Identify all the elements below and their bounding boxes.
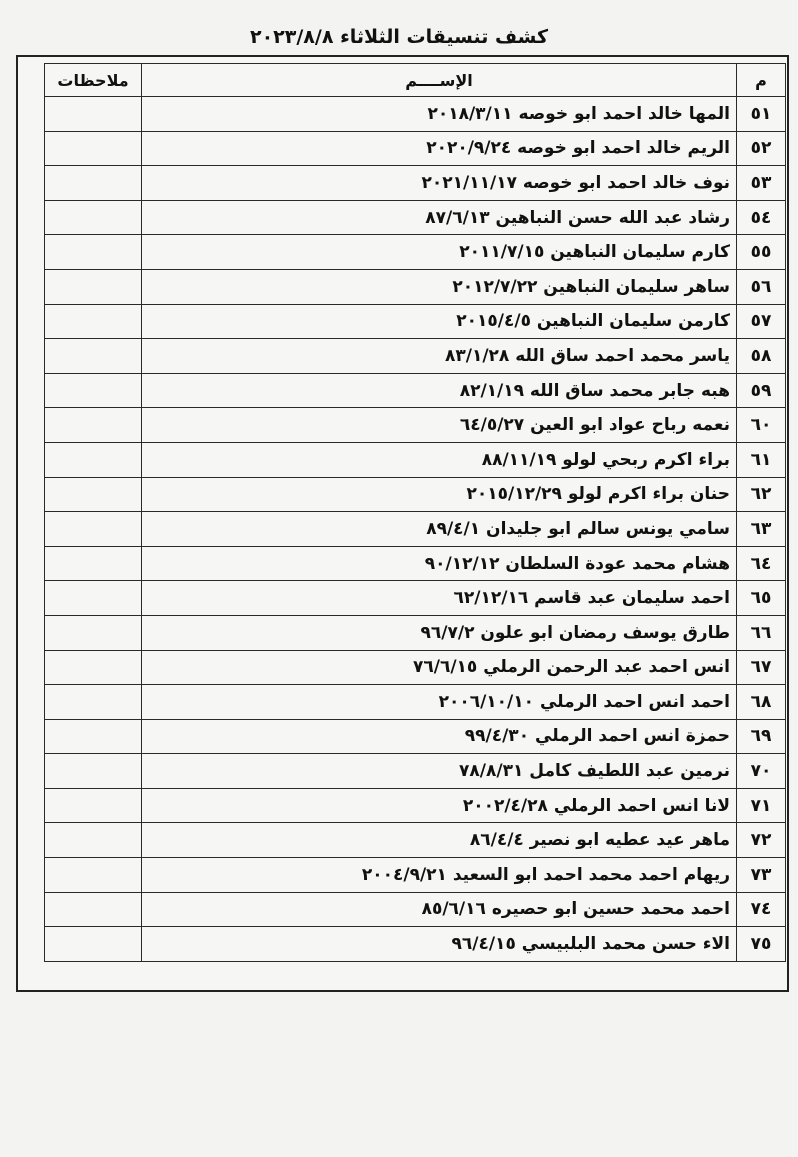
- row-name: احمد سليمان عبد قاسم ٦٢/١٢/١٦: [142, 581, 737, 616]
- table-row: [45, 512, 786, 547]
- row-number: ٥٩: [737, 373, 786, 408]
- table-row: [45, 788, 786, 823]
- row-number: ٦٠: [737, 408, 786, 443]
- row-notes: [45, 927, 142, 962]
- row-notes: [45, 788, 142, 823]
- row-name: حنان براء اكرم لولو ٢٠١٥/١٢/٢٩: [142, 477, 737, 512]
- row-number: ٥٥: [737, 235, 786, 270]
- row-name: ساهر سليمان النباهين ٢٠١٢/٧/٢٢: [142, 269, 737, 304]
- row-name: الريم خالد احمد ابو خوصه ٢٠٢٠/٩/٢٤: [142, 131, 737, 166]
- row-name: نرمين عبد اللطيف كامل ٧٨/٨/٣١: [142, 754, 737, 789]
- row-notes: [45, 408, 142, 443]
- row-number: ٥٦: [737, 269, 786, 304]
- row-notes: [45, 131, 142, 166]
- table-row: [45, 166, 786, 201]
- table-row: [45, 823, 786, 858]
- table-row: [45, 373, 786, 408]
- table-row: [45, 685, 786, 720]
- row-notes: [45, 754, 142, 789]
- row-notes: [45, 823, 142, 858]
- row-number: ٦٢: [737, 477, 786, 512]
- page-title: كشف تنسيقات الثلاثاء ٢٠٢٣/٨/٨: [249, 26, 549, 48]
- table-row: [45, 546, 786, 581]
- row-notes: [45, 581, 142, 616]
- row-notes: [45, 235, 142, 270]
- row-name: احمد محمد حسين ابو حصيره ٨٥/٦/١٦: [142, 892, 737, 927]
- table-row: [45, 442, 786, 477]
- row-name: لانا انس احمد الرملي ٢٠٠٢/٤/٢٨: [142, 788, 737, 823]
- table-row: [45, 304, 786, 339]
- table-row: [45, 754, 786, 789]
- row-name: احمد انس احمد الرملي ٢٠٠٦/١٠/١٠: [142, 685, 737, 720]
- row-name: هبه جابر محمد ساق الله ٨٢/١/١٩: [142, 373, 737, 408]
- row-notes: [45, 304, 142, 339]
- row-name: حمزة انس احمد الرملي ٩٩/٤/٣٠: [142, 719, 737, 754]
- row-number: ٥٧: [737, 304, 786, 339]
- row-notes: [45, 719, 142, 754]
- row-name: هشام محمد عودة السلطان ٩٠/١٢/١٢: [142, 546, 737, 581]
- row-number: ٦١: [737, 442, 786, 477]
- row-number: ٧٢: [737, 823, 786, 858]
- row-name: ريهام احمد محمد احمد ابو السعيد ٢٠٠٤/٩/٢١: [142, 858, 737, 893]
- row-notes: [45, 546, 142, 581]
- table-row: [45, 615, 786, 650]
- roster-table: [44, 63, 786, 962]
- table-row: [45, 200, 786, 235]
- table-row: [45, 927, 786, 962]
- table-row: [45, 97, 786, 132]
- table-row: [45, 269, 786, 304]
- table-row: [45, 892, 786, 927]
- row-number: ٦٣: [737, 512, 786, 547]
- row-number: ٧١: [737, 788, 786, 823]
- row-name: ماهر عيد عطيه ابو نصير ٨٦/٤/٤: [142, 823, 737, 858]
- row-notes: [45, 166, 142, 201]
- row-number: ٥٤: [737, 200, 786, 235]
- table-row: [45, 719, 786, 754]
- row-notes: [45, 442, 142, 477]
- table-row: [45, 477, 786, 512]
- row-name: براء اكرم ربحي لولو ٨٨/١١/١٩: [142, 442, 737, 477]
- row-name: نوف خالد احمد ابو خوصه ٢٠٢١/١١/١٧: [142, 166, 737, 201]
- row-notes: [45, 892, 142, 927]
- row-name: الاء حسن محمد البلبيسي ٩٦/٤/١٥: [142, 927, 737, 962]
- row-number: ٦٥: [737, 581, 786, 616]
- table-row: [45, 858, 786, 893]
- table-body: [45, 97, 786, 962]
- row-number: ٥٢: [737, 131, 786, 166]
- row-notes: [45, 650, 142, 685]
- table-row: [45, 581, 786, 616]
- row-notes: [45, 373, 142, 408]
- row-number: ٦٩: [737, 719, 786, 754]
- row-notes: [45, 685, 142, 720]
- row-number: ٥٨: [737, 339, 786, 374]
- row-notes: [45, 269, 142, 304]
- header-name: الإســــم: [142, 64, 737, 97]
- table-row: [45, 650, 786, 685]
- row-name: المها خالد احمد ابو خوصه ٢٠١٨/٣/١١: [142, 97, 737, 132]
- table-row: [45, 408, 786, 443]
- table-row: [45, 339, 786, 374]
- row-name: نعمه رباح عواد ابو العين ٦٤/٥/٢٧: [142, 408, 737, 443]
- row-number: ٥١: [737, 97, 786, 132]
- row-number: ٧٠: [737, 754, 786, 789]
- table-header-row: [45, 64, 786, 97]
- table-row: [45, 235, 786, 270]
- row-name: انس احمد عبد الرحمن الرملي ٧٦/٦/١٥: [142, 650, 737, 685]
- row-number: ٧٥: [737, 927, 786, 962]
- row-name: كارم سليمان النباهين ٢٠١١/٧/١٥: [142, 235, 737, 270]
- row-notes: [45, 477, 142, 512]
- row-notes: [45, 858, 142, 893]
- header-notes: ملاحظات: [45, 64, 142, 97]
- row-number: ٥٣: [737, 166, 786, 201]
- header-number: م: [737, 64, 786, 97]
- row-number: ٦٧: [737, 650, 786, 685]
- row-notes: [45, 339, 142, 374]
- row-notes: [45, 512, 142, 547]
- row-name: كارمن سليمان النباهين ٢٠١٥/٤/٥: [142, 304, 737, 339]
- row-notes: [45, 200, 142, 235]
- row-name: سامي يونس سالم ابو جليدان ٨٩/٤/١: [142, 512, 737, 547]
- row-name: طارق يوسف رمضان ابو علون ٩٦/٧/٢: [142, 615, 737, 650]
- row-name: ياسر محمد احمد ساق الله ٨٣/١/٢٨: [142, 339, 737, 374]
- row-name: رشاد عبد الله حسن النباهين ٨٧/٦/١٣: [142, 200, 737, 235]
- row-number: ٧٣: [737, 858, 786, 893]
- row-notes: [45, 97, 142, 132]
- row-notes: [45, 615, 142, 650]
- row-number: ٧٤: [737, 892, 786, 927]
- row-number: ٦٦: [737, 615, 786, 650]
- row-number: ٦٨: [737, 685, 786, 720]
- row-number: ٦٤: [737, 546, 786, 581]
- table-row: [45, 131, 786, 166]
